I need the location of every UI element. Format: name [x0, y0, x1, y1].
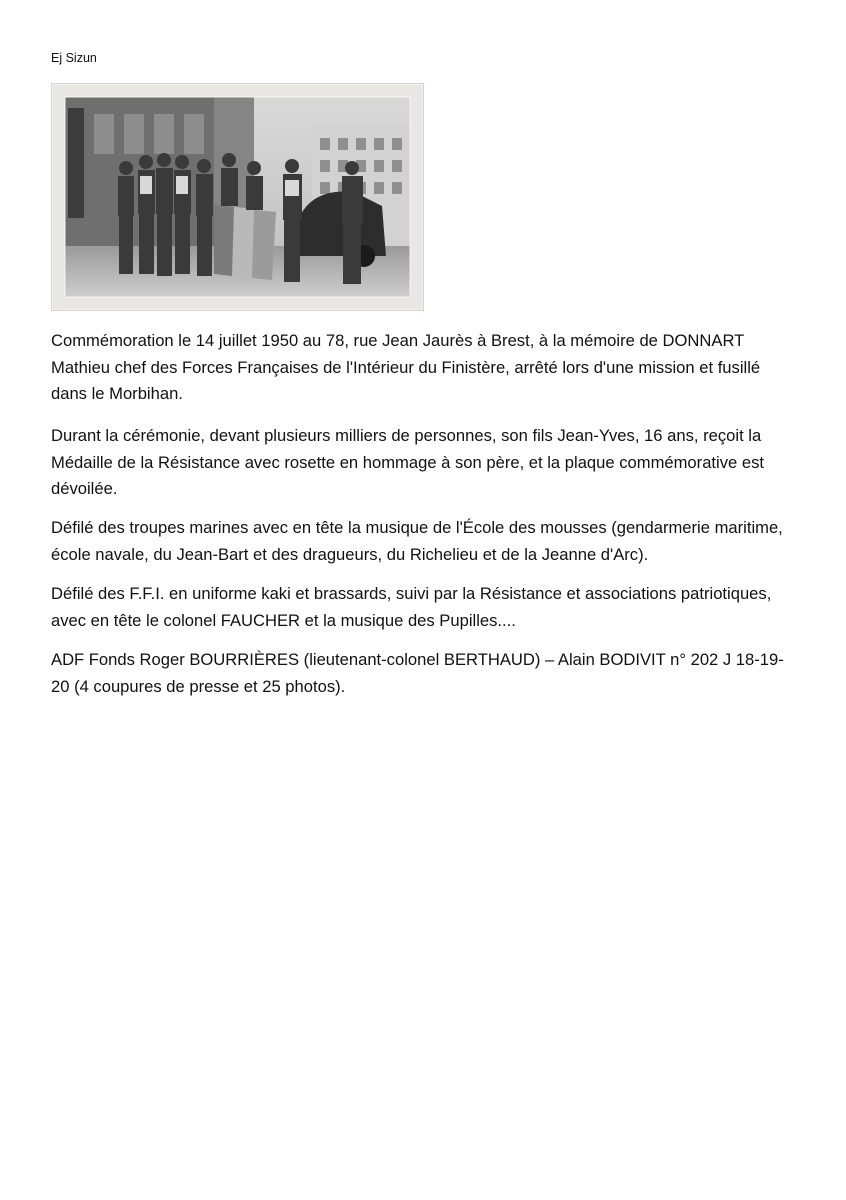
caption-paragraph-3: Défilé des troupes marines avec en tête la musique de l'École des mousses (gendarmerie maritime, école navale, du Jean-Bart et des dragueurs, du Richelieu et de la Jeanne d'Arc).: [51, 518, 783, 564]
caption-paragraph-1: Commémoration le 14 juillet 1950 au 78, rue Jean Jaurès à Brest, à la mémoire de DONNART Mathieu chef des Forces Françaises de l'Intérieur du Finistère, arrêté lors d'une mission et fusillé dans le Morbihan.: [51, 331, 761, 403]
photo-commemoration-group: [64, 96, 411, 298]
caption-paragraph-2: Durant la cérémonie, devant plusieurs milliers de personnes, son fils Jean-Yves, 16 ans, reçoit la Médaille de la Résistance avec rosette en hommage à son père, et la plaque commémorative est dévoilée.: [51, 426, 764, 498]
caption-paragraph-4: Défilé des F.F.I. en uniforme kaki et brassards, suivi par la Résistance et associations patriotiques, avec en tête le colonel FAUCHER et la musique des Pupilles....: [51, 584, 772, 630]
historical-photo: [51, 83, 424, 311]
source-reference: ADF Fonds Roger BOURRIÈRES (lieutenant-colonel BERTHAUD) – Alain BODIVIT n° 202 J 18-19-20 (4 coupures de presse et 25 photos).: [51, 650, 784, 696]
header-label: Ej Sizun: [51, 51, 97, 65]
